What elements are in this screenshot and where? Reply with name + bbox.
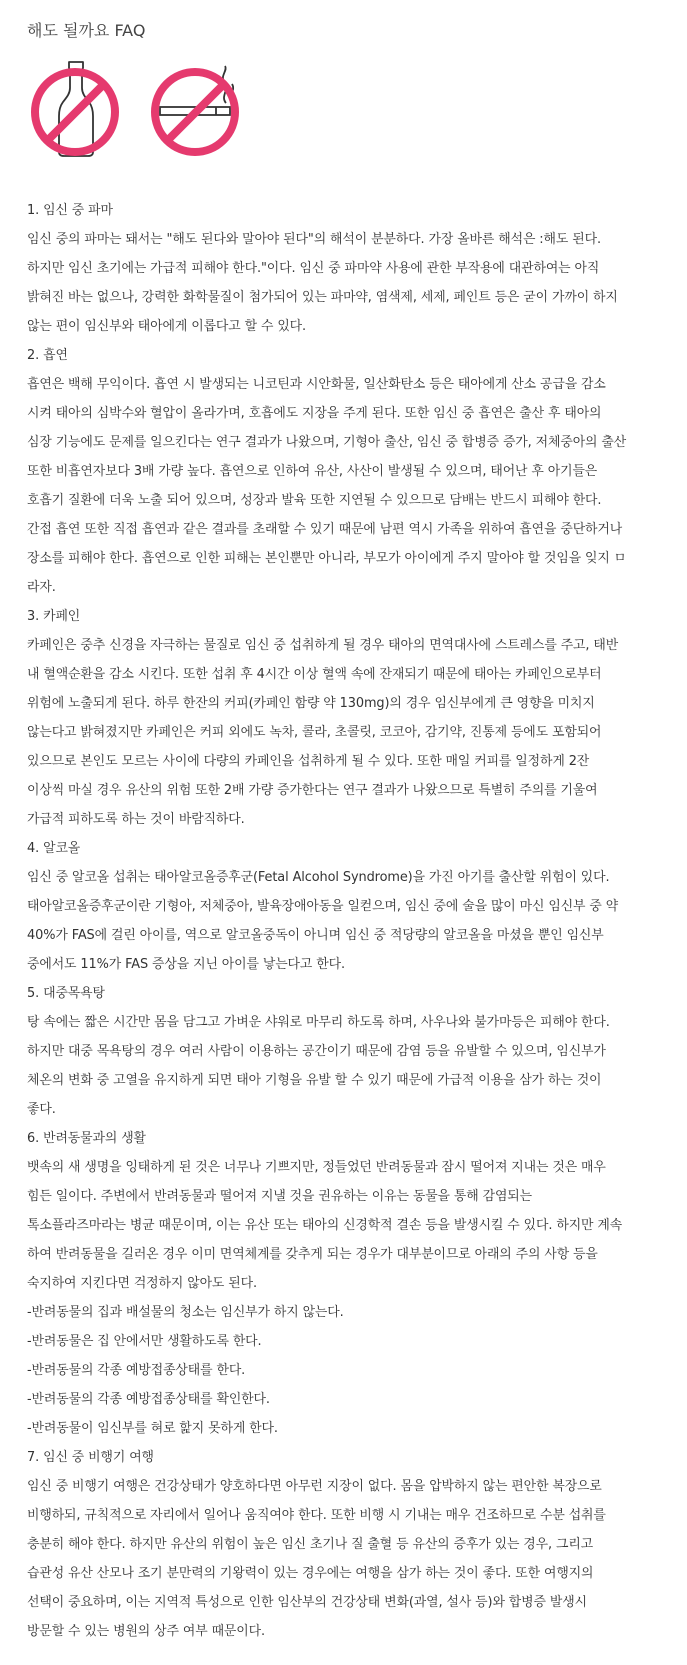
text-line: 3. 카페인: [27, 609, 81, 624]
text-line: 호흡기 질환에 더욱 노출 되어 있으며, 성장과 발육 또한 지연될 수 있으므로 담배는 반드시 피해야 한다.: [27, 493, 602, 508]
text-line: 톡소플라즈마라는 병균 때문이며, 이는 유산 또는 태아의 신경학적 결손 등을 발생시킬 수 있다. 하지만 계속: [27, 1218, 623, 1233]
text-line: 하지만 대중 목욕탕의 경우 여러 사람이 이용하는 공간이기 때문에 감염 등을 유발할 수 있으며, 임신부가: [27, 1044, 606, 1059]
text-line: 40%가 FAS에 걸린 아이를, 역으로 알코올중독이 아니며 임신 중 적당량의 알코올을 마셨을 뿐인 임신부: [27, 928, 604, 943]
text-line: 힘든 일이다. 주변에서 반려동물과 떨어져 지낼 것을 권유하는 이유는 동물을 통해 감염되는: [27, 1189, 533, 1204]
no-smoking-icon: [148, 60, 244, 160]
text-line: 카페인은 중추 신경을 자극하는 물질로 임신 중 섭취하게 될 경우 태아의 면역대사에 스트레스를 주고, 태반: [27, 638, 619, 653]
text-line: 흡연은 백해 무익이다. 흡연 시 발생되는 니코틴과 시안화물, 일산화탄소 등은 태아에게 산소 공급을 감소: [27, 377, 606, 392]
text-line: 7. 임신 중 비행기 여행: [27, 1450, 154, 1465]
text-line: 가급적 피하도록 하는 것이 바람직하다.: [27, 812, 245, 827]
text-line: 중에서도 11%가 FAS 증상을 지닌 아이를 낳는다고 한다.: [27, 957, 345, 972]
text-line: 심장 기능에도 문제를 일으킨다는 연구 결과가 나왔으며, 기형아 출산, 임신 중 합병증 증가, 저체중아의 출산: [27, 435, 627, 450]
text-line: 또한 비흡연자보다 3배 가량 높다. 흡연으로 인하여 유산, 사산이 발생될 수 있으며, 태어난 후 아기들은: [27, 464, 598, 479]
text-line: 시켜 태아의 심박수와 혈압이 올라가며, 호흡에도 지장을 주게 된다. 또한 임신 중 흡연은 출산 후 태아의: [27, 406, 602, 421]
text-line: 내 혈액순환을 감소 시킨다. 또한 섭취 후 4시간 이상 혈액 속에 잔재되기 때문에 태아는 카페인으로부터: [27, 667, 602, 682]
text-line: 2. 흡연: [27, 348, 68, 363]
text-line: 1. 임신 중 파마: [27, 203, 113, 218]
text-line: 체온의 변화 중 고열을 유지하게 되면 태아 기형을 유발 할 수 있기 때문에 가급적 이용을 삼가 하는 것이: [27, 1073, 602, 1088]
text-line: 있으므로 본인도 모르는 사이에 다량의 카페인을 섭취하게 될 수 있다. 또한 매일 커피를 일정하게 2잔: [27, 754, 590, 769]
text-line: 이상씩 마실 경우 유산의 위험 또한 2배 가량 증가한다는 연구 결과가 나왔으므로 특별히 주의를 기울여: [27, 783, 598, 798]
warning-icons: [28, 60, 258, 168]
text-line: 5. 대중목욕탕: [27, 986, 105, 1001]
text-line: 라자.: [27, 580, 56, 595]
faq-body-text: [27, 196, 667, 1646]
text-line: 장소를 피해야 한다. 흡연으로 인한 피해는 본인뿐만 아니라, 부모가 아이에게 주지 말아야 할 것임을 잊지 ㅁ: [27, 551, 627, 566]
text-line: 임신 중의 파마는 돼서는 "해도 된다와 말아야 된다"의 해석이 분분하다. 가장 올바른 해석은 :해도 된다.: [27, 232, 601, 247]
text-line: 않는다고 밝혀졌지만 카페인은 커피 외에도 녹차, 콜라, 초콜릿, 코코아, 감기약, 진통제 등에도 포함되어: [27, 725, 602, 740]
text-line: 좋다.: [27, 1102, 56, 1117]
text-line: -반려동물은 집 안에서만 생활하도록 한다.: [27, 1334, 262, 1349]
text-line: 뱃속의 새 생명을 잉태하게 된 것은 너무나 기쁘지만, 정들었던 반려동물과 잠시 떨어져 지내는 것은 매우: [27, 1160, 606, 1175]
text-line: 충분히 해야 한다. 하지만 유산의 위험이 높은 임신 초기나 질 출혈 등 유산의 증후가 있는 경우, 그리고: [27, 1537, 594, 1552]
no-alcohol-icon: [28, 60, 124, 160]
page-title: 해도 될까요 FAQ: [27, 21, 146, 40]
text-line: 탕 속에는 짧은 시간만 몸을 담그고 가벼운 샤워로 마무리 하도록 하며, 사우나와 불가마등은 피해야 한다.: [27, 1015, 610, 1030]
text-line: 4. 알코올: [27, 841, 81, 856]
text-line: -반려동물의 각종 예방접종상태를 한다.: [27, 1363, 246, 1378]
text-line: -반려동물이 임신부를 혀로 핥지 못하게 한다.: [27, 1421, 278, 1436]
text-line: 숙지하여 지킨다면 걱정하지 않아도 된다.: [27, 1276, 257, 1291]
text-line: 방문할 수 있는 병원의 상주 여부 때문이다.: [27, 1624, 265, 1639]
text-line: 간접 흡연 또한 직접 흡연과 같은 결과를 초래할 수 있기 때문에 남편 역시 가족을 위하여 흡연을 중단하거나: [27, 522, 623, 537]
text-line: 태아알코올증후군이란 기형아, 저체중아, 발육장애아동을 일컫으며, 임신 중에 술을 많이 마신 임신부 중 약: [27, 899, 619, 914]
text-line: 6. 반려동물과의 생활: [27, 1131, 146, 1146]
text-line: 임신 중 알코올 섭취는 태아알코올증후군(Fetal Alcohol Syndrome)을 가진 아기를 출산할 위험이 있다.: [27, 870, 610, 885]
text-line: 밝혀진 바는 없으나, 강력한 화학물질이 첨가되어 있는 파마약, 염색제, 세제, 페인트 등은 굳이 가까이 하지: [27, 290, 618, 305]
text-line: 하여 반려동물을 길러온 경우 이미 면역체계를 갖추게 되는 경우가 대부분이므로 아래의 주의 사항 등을: [27, 1247, 598, 1262]
text-line: 않는 편이 임신부와 태아에게 이롭다고 할 수 있다.: [27, 319, 307, 334]
text-line: -반려동물의 각종 예방접종상태를 확인한다.: [27, 1392, 270, 1407]
text-line: 습관성 유산 산모나 조기 분만력의 기왕력이 있는 경우에는 여행을 삼가 하는 것이 좋다. 또한 여행지의: [27, 1566, 594, 1581]
text-line: 비행하되, 규칙적으로 자리에서 일어나 움직여야 한다. 또한 비행 시 기내는 매우 건조하므로 수분 섭취를: [27, 1508, 606, 1523]
text-line: 선택이 중요하며, 이는 지역적 특성으로 인한 임산부의 건강상태 변화(과열, 설사 등)와 합병증 발생시: [27, 1595, 587, 1610]
text-line: -반려동물의 집과 배설물의 청소는 임신부가 하지 않는다.: [27, 1305, 344, 1320]
text-line: 임신 중 비행기 여행은 건강상태가 양호하다면 아무런 지장이 없다. 몸을 압박하지 않는 편안한 복장으로: [27, 1479, 602, 1494]
text-line: 위험에 노출되게 된다. 하루 한잔의 커피(카페인 함량 약 130mg)의 경우 임신부에게 큰 영향을 미치지: [27, 696, 595, 711]
text-line: 하지만 임신 초기에는 가급적 피해야 한다."이다. 임신 중 파마약 사용에 관한 부작용에 대관하여는 아직: [27, 261, 600, 276]
